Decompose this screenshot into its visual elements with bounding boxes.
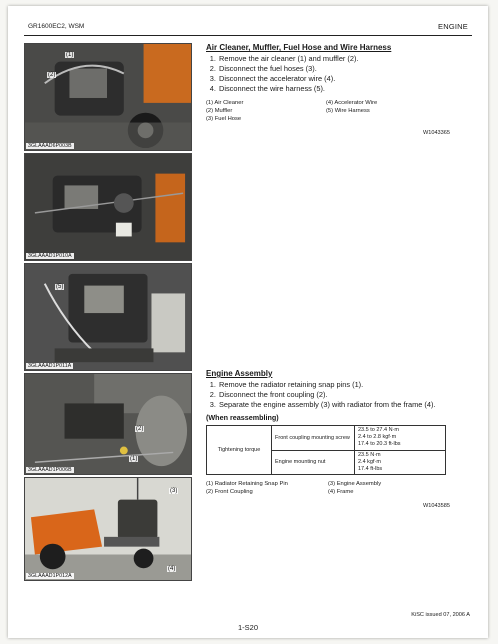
legend-item: (5) Wire Harness — [326, 108, 370, 114]
legend-item: (3) Fuel Hose — [206, 116, 242, 122]
photo-engine-lift — [24, 477, 192, 581]
photo-air-cleaner — [24, 43, 192, 151]
procedure-steps — [206, 380, 450, 410]
photo-caption: 3GLAAAD1P011A — [28, 363, 72, 369]
torque-value: 23.5 to 27.4 N·m — [358, 427, 399, 433]
torque-value: 23.5 N·m — [358, 451, 381, 458]
step: 2. Disconnect the fuel hoses (3). — [218, 64, 450, 74]
legend-item: (2) Muffler — [206, 108, 233, 114]
reference-code: W1043585 — [422, 503, 450, 510]
legend-item: (1) Radiator Retaining Snap Pin — [206, 481, 288, 488]
torque-table — [206, 425, 446, 475]
torque-value: 2.4 to 2.8 kgf·m — [358, 434, 397, 441]
step: 2. Disconnect the front coupling (2). — [218, 390, 450, 400]
photo-engine-view — [24, 153, 192, 261]
section-engine-assembly — [206, 369, 450, 509]
section-title: Air Cleaner, Muffler, Fuel Hose and Wire Harness — [206, 43, 392, 52]
manual-page — [8, 6, 488, 638]
legend-item: (1) Air Cleaner — [206, 100, 244, 106]
photo-caption: 3GLAAAD1P012A — [28, 573, 72, 579]
torque-item: Engine mounting nut — [272, 450, 355, 475]
torque-label: Tightening torque — [207, 426, 272, 475]
callout-1: (1) — [130, 456, 138, 462]
legend-item: (4) Accelerator Wire — [326, 100, 378, 106]
callout-5: (5) — [56, 284, 64, 290]
table-row — [207, 426, 446, 451]
issue-note: KiSC issued 07, 2006 A — [411, 612, 470, 618]
reference-code: W1043365 — [422, 130, 450, 136]
torque-values — [355, 426, 446, 451]
photo-caption: 3GLAAAD6P003B — [28, 143, 72, 149]
step: 1. Remove the radiator retaining snap pins (1). — [218, 380, 450, 390]
legend-item: (4) Frame — [328, 489, 354, 496]
page-number: 1-S20 — [237, 623, 258, 632]
reassembling-heading: (When reassembling) — [206, 413, 279, 422]
callout-2: (2) — [136, 426, 144, 432]
legend-item: (3) Engine Assembly — [328, 481, 382, 488]
section-title: Engine Assembly — [206, 369, 273, 378]
torque-item: Front coupling mounting screw — [272, 426, 355, 451]
callout-3: (3) — [170, 488, 178, 494]
step: 4. Disconnect the wire harness (5). — [218, 84, 450, 94]
legend-item: (2) Front Coupling — [206, 489, 253, 496]
header-model: GR1600EC2, WSM — [28, 23, 85, 30]
step: 1. Remove the air cleaner (1) and muffler (2). — [218, 54, 450, 64]
procedure-steps — [206, 54, 450, 94]
callout-1: (1) — [66, 52, 74, 58]
header-rule — [24, 35, 472, 36]
section-air-cleaner — [206, 43, 450, 136]
header-section: ENGINE — [438, 22, 468, 31]
step: 3. Separate the engine assembly (3) with radiator from the frame (4). — [218, 400, 450, 410]
torque-value: 17.4 ft-lbs — [358, 466, 383, 473]
callout-2: (2) — [48, 72, 56, 78]
photo-front-coupling — [24, 373, 192, 475]
callout-4: (4) — [168, 566, 176, 572]
step: 3. Disconnect the accelerator wire (4). — [218, 74, 450, 84]
photo-wire-harness — [24, 263, 192, 371]
torque-values — [355, 450, 446, 475]
photo-caption: 3GLAAAD1P010A — [28, 253, 72, 259]
parts-legend — [206, 481, 450, 495]
photo-caption: 3GLAAAD1P006B — [28, 467, 72, 473]
torque-value: 2.4 kgf·m — [358, 458, 381, 465]
legend-item — [326, 116, 446, 122]
parts-legend — [206, 100, 450, 122]
torque-value: 17.4 to 20.3 ft-lbs — [358, 441, 401, 448]
